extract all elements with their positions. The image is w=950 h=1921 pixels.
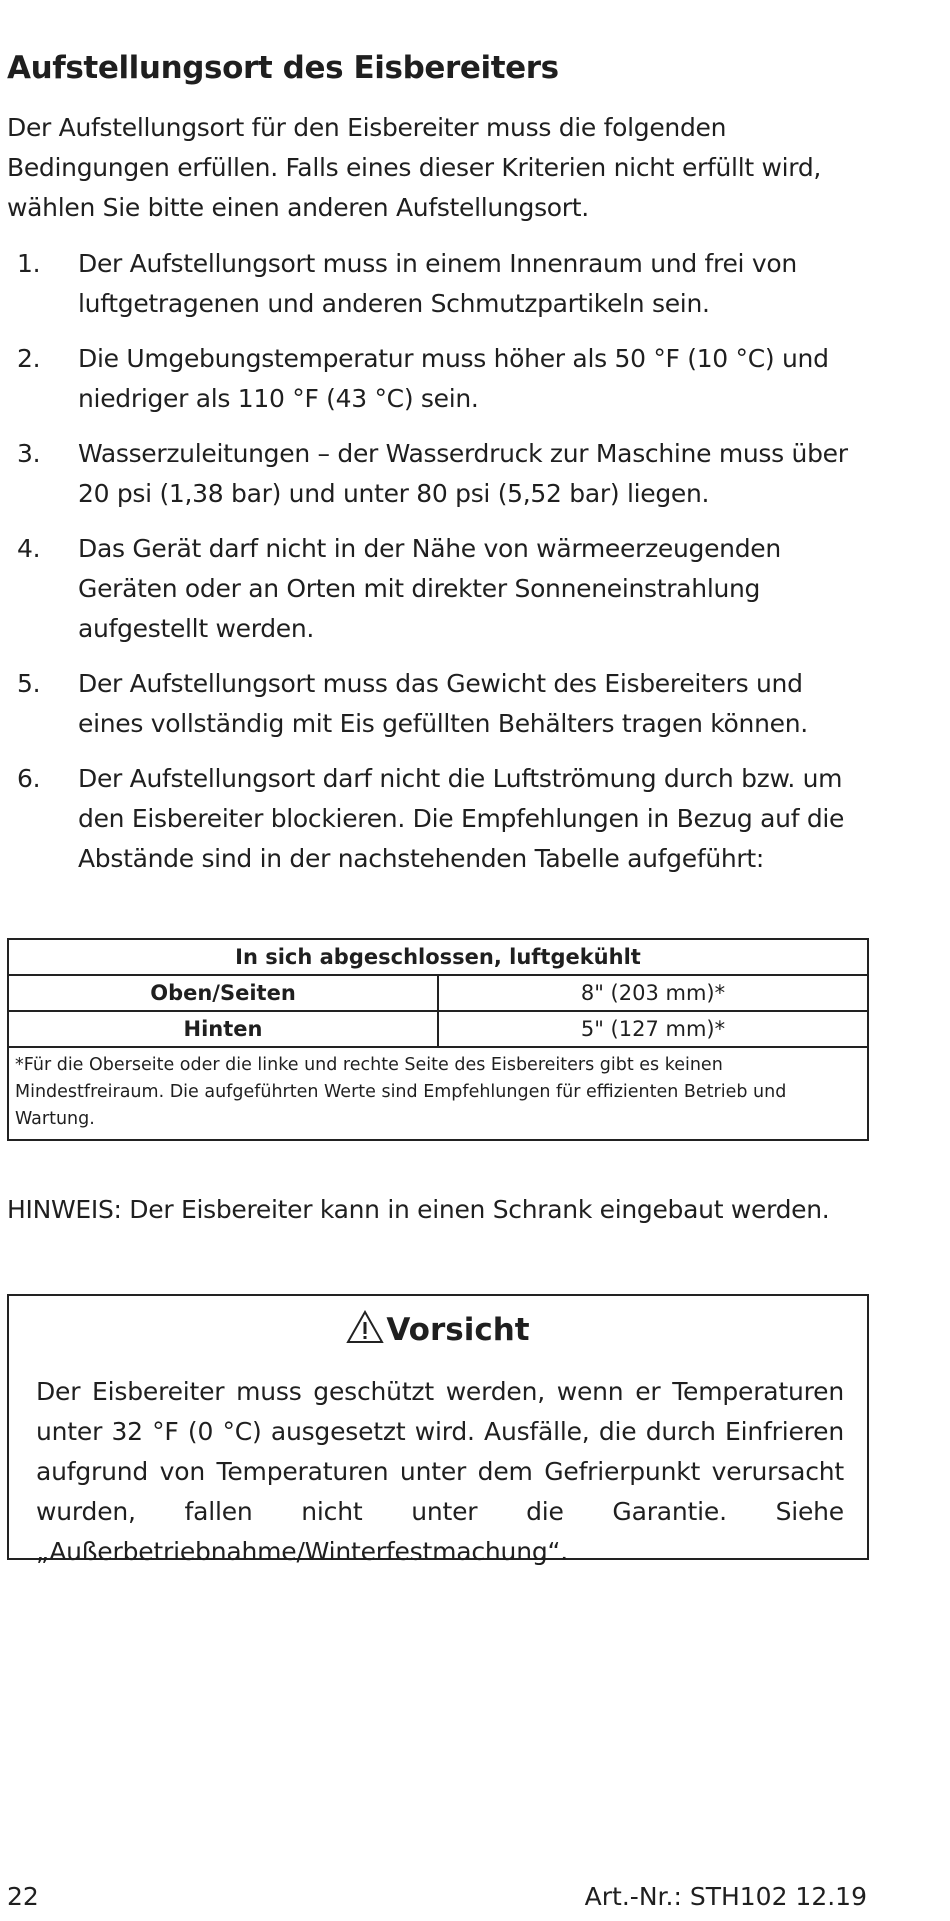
table-row-label: Oben/Seiten [8, 975, 438, 1011]
table-row [8, 1011, 868, 1047]
list-item-text: Der Aufstellungsort muss in einem Innenraum und frei von luftgetragenen und anderen Schmutzpartikeln sein. [78, 249, 797, 318]
page-number: 22 [7, 1882, 39, 1911]
list-item-number: 3. [17, 439, 41, 468]
table-footnote: *Für die Oberseite oder die linke und rechte Seite des Eisbereiters gibt es keinen Mindestfreiraum. Die aufgeführten Werte sind Empfehlungen für effizienten Betrieb und Wartung. [8, 1047, 868, 1140]
list-item [7, 244, 873, 324]
list-item-text: Der Aufstellungsort muss das Gewicht des Eisbereiters und eines vollständig mit Eis gefüllten Behälters tragen können. [78, 669, 808, 738]
table-row [8, 975, 868, 1011]
table-row-value: 5" (127 mm)* [438, 1011, 868, 1047]
hinweis-note: HINWEIS: Der Eisbereiter kann in einen Schrank eingebaut werden. [7, 1195, 830, 1224]
caution-title: Vorsicht [386, 1312, 530, 1348]
caution-box [7, 1294, 869, 1566]
table-header: In sich abgeschlossen, luftgekühlt [8, 939, 868, 975]
table-row-value: 8" (203 mm)* [438, 975, 868, 1011]
article-number: Art.-Nr.: STH102 12.19 [584, 1882, 867, 1911]
list-item [7, 339, 873, 419]
intro-paragraph: Der Aufstellungsort für den Eisbereiter muss die folgenden Bedingungen erfüllen. Falls eines dieser Kriterien nicht erfüllt wird, wählen Sie bitte einen anderen Aufstellungsort. [7, 113, 822, 222]
warning-triangle-icon [346, 1310, 384, 1354]
list-item-number: 4. [17, 534, 41, 563]
list-item [7, 529, 873, 649]
table-footnote-row [8, 1047, 868, 1140]
list-item-text: Wasserzuleitungen – der Wasserdruck zur Maschine muss über 20 psi (1,38 bar) und unter 80 psi (5,52 bar) liegen. [78, 439, 848, 508]
page-title: Aufstellungsort des Eisbereiters [7, 50, 559, 86]
list-item-text: Der Aufstellungsort darf nicht die Luftströmung durch bzw. um den Eisbereiter blockieren. Die Empfehlungen in Bezug auf die Abstände sind in der nachstehenden Tabelle aufgeführt: [78, 764, 845, 873]
list-item [7, 434, 873, 514]
list-item-number: 6. [17, 764, 41, 793]
caution-heading [9, 1310, 867, 1354]
list-item [7, 664, 873, 744]
list-item [7, 759, 873, 879]
list-item-text: Die Umgebungstemperatur muss höher als 50 °F (10 °C) und niedriger als 110 °F (43 °C) sein. [78, 344, 829, 413]
list-item-number: 2. [17, 344, 41, 373]
table-row-label: Hinten [8, 1011, 438, 1047]
list-item-text: Das Gerät darf nicht in der Nähe von wärmeerzeugenden Geräten oder an Orten mit direkter Sonneneinstrahlung aufgestellt werden. [78, 534, 781, 643]
clearance-table [7, 938, 869, 1141]
list-item-number: 5. [17, 669, 41, 698]
table-header-row [8, 939, 868, 975]
list-item-number: 1. [17, 249, 41, 278]
requirements-list [7, 244, 873, 894]
caution-text: Der Eisbereiter muss geschützt werden, wenn er Temperaturen unter 32 °F (0 °C) ausgesetzt wird. Ausfälle, die durch Einfrieren aufgrund von Temperaturen unter dem Gefrierpunkt verursacht wurden, fallen nicht unter die Garantie. Siehe „Außerbetriebnahme/Winterfestmachung“. [36, 1377, 844, 1566]
